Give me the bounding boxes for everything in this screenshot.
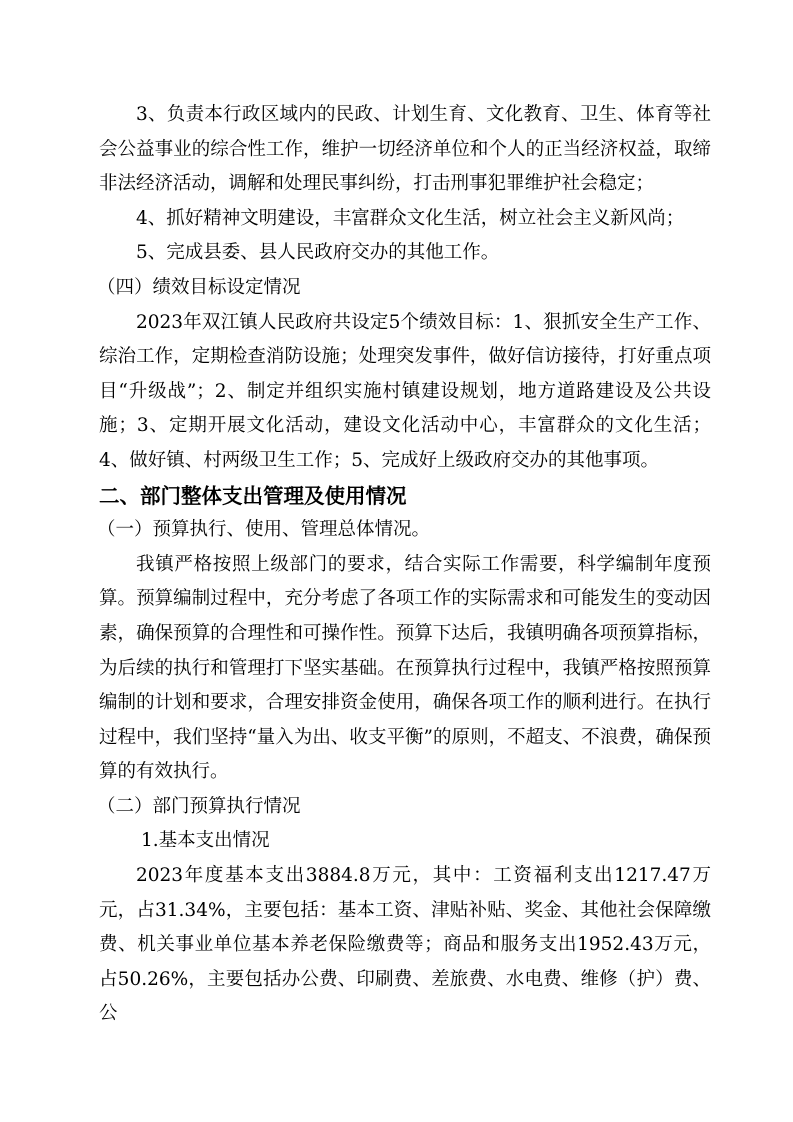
basic-expenditure-heading: 1.基本支出情况 [141,830,270,852]
section-heading-performance-goals: （四）绩效目标设定情况 [97,276,301,298]
section-2-heading: 二、部门整体支出管理及使用情况 [99,483,407,508]
duty-item-3: 3、负责本行政区域内的民政、计划生育、文化教育、卫生、体育等社会公益事业的综合性工作，维护一切经济单位和个人的正当经济权益，取缔非法经济活动，调解和处理民事纠纷，打击刑事犯罪维护社会稳定； [99,104,711,195]
document-body [99,98,711,1032]
duty-item-5: 5、完成县委、县人民政府交办的其他工作。 [136,242,500,264]
performance-goals-paragraph: 2023年双江镇人民政府共设定5个绩效目标：1、狠抓安全生产工作、综治工作，定期检查消防设施；处理突发事件，做好信访接待，打好重点项目“升级战”；2、制定并组织实施村镇建设规划，地方道路建设及公共设施；3、定期开展文化活动，建设文化活动中心，丰富群众的文化生活；4、做好镇、村两级卫生工作；5、完成好上级政府交办的其他事项。 [99,311,711,471]
subsection-budget-overview-heading: （一）预算执行、使用、管理总体情况。 [97,519,431,541]
basic-expenditure-paragraph: 2023年度基本支出3884.8万元，其中：工资福利支出1217.47万元，占31.34%，主要包括：基本工资、津贴补贴、奖金、其他社会保障缴费、机关事业单位基本养老保险缴费等；商品和服务支出1952.43万元，占50.26%，主要包括办公费、印刷费、差旅费、水电费、维修（护）费、公 [99,865,711,1025]
budget-overview-paragraph: 我镇严格按照上级部门的要求，结合实际工作需要，科学编制年度预算。预算编制过程中，充分考虑了各项工作的实际需求和可能发生的变动因素，确保预算的合理性和可操作性。预算下达后，我镇明确各项预算指标，为后续的执行和管理打下坚实基础。在预算执行过程中，我镇严格按照预算编制的计划和要求，合理安排资金使用，确保各项工作的顺利进行。在执行过程中，我们坚持“量入为出、收支平衡”的原则，不超支、不浪费，确保预算的有效执行。 [99,553,711,783]
duty-item-4: 4、抓好精神文明建设，丰富群众文化生活，树立社会主义新风尚； [136,207,685,229]
subsection-budget-execution-heading: （二）部门预算执行情况 [97,795,301,817]
